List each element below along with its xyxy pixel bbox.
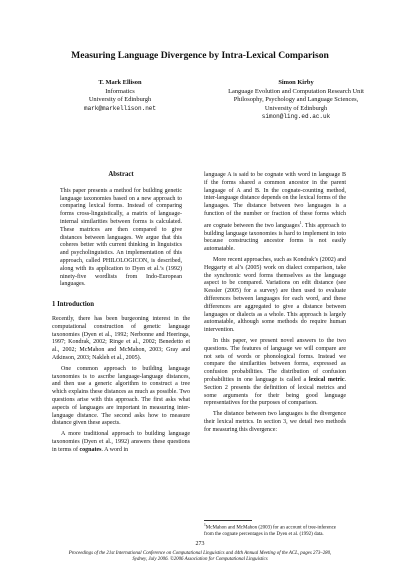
intro-paragraph: Recently, there has been burgeoning interest in the computational construction of genetic language taxonomies (Dyen et al., 1992; Nerbonne and Heeringa, 1997; Kondrak, 2002; Ringe et al., 2002; Benedetto et al., 2002; McMahon and McMahon, 2003; Gray and Atkinson, 2003; Nakleh et al., 2005).: [52, 315, 190, 361]
abstract-body: This paper presents a method for building genetic language taxonomies based on a new approach to comparing lexical forms. Instead of comparing forms cross-linguistically, a matrix of language-internal similarities between forms is calculated. These matrices are then compared to give distances between languages. We argue that this coheres better with current thinking in linguistics and psycholinguistics. An implementation of this approach, called: [60, 187, 182, 264]
right-p3-end: . Section 2 presents the definition of lexical metrics and some arguments for their being good language representatives for the purposes of comparison.: [204, 376, 347, 407]
footnote: [204, 522, 346, 538]
system-name: PHILOLOGICON: [102, 257, 148, 264]
abstract-text: [52, 188, 190, 289]
abstract-body-end: , is described, along with its application to Dyen et al.’s (1992) ninety-five wordlists from Indo-European languages.: [60, 257, 183, 288]
author-name: T. Mark Ellison: [98, 79, 142, 86]
author-email: simon@ling.ed.ac.uk: [261, 113, 331, 121]
author-affiliation: University of Edinburgh: [264, 104, 328, 112]
right-p3-text: In this paper, we present novel answers to the two questions. The features of language we will compare are not sets of words or phonological forms. Instead we compare the similarities between forms, expressed as confusion probabilities. The distribution of confusion probabilities in one language is called a: [204, 337, 346, 383]
footnote-rule: [204, 520, 252, 521]
author-name: Simon Kirby: [278, 79, 314, 86]
intro-p3-end: . A word in: [101, 446, 129, 453]
author-email: mark@markellison.net: [83, 104, 156, 112]
author-affiliation: Language Evolution and Computation Research Unit: [228, 87, 364, 95]
intro-paragraph: [52, 431, 190, 454]
right-column: [204, 172, 346, 435]
body-paragraph: The distance between two languages is the divergence their lexical metrics. In section 3, we detail two methods for measuring this divergence:: [204, 411, 346, 433]
proceedings-footer: [0, 551, 400, 563]
author-affiliation: Philosophy, Psychology and Language Sciences,: [233, 96, 359, 104]
author-affiliation: University of Edinburgh: [88, 96, 152, 104]
author-block-kirby: [176, 79, 400, 122]
paper-title: Measuring Language Divergence by Intra-Lexical Comparison: [71, 50, 329, 61]
body-paragraph: [204, 172, 346, 254]
right-p1-end: . This approach to building language taxonomies is hard to implement in toto because constructing ancestor forms is not easily automatable.: [204, 222, 346, 253]
intro-heading: 1 Introduction: [52, 301, 94, 309]
footer-line: Sydney, July 2006. ©2006 Association for Computational Linguistics: [132, 557, 268, 562]
page-number: 273: [195, 541, 205, 547]
term-cognates: cognates: [79, 446, 102, 453]
body-paragraph: [204, 338, 346, 408]
abstract-heading: Abstract: [108, 171, 134, 178]
footnote-number: 1: [204, 523, 206, 527]
body-paragraph: More recent approaches, such as Kondrak’s (2002) and Heggarty et al’s (2005) work on dialect comparison, take the synchronic word forms themselves as the language aspect to be compared. Variations on edit distance (see Kessler (2005) for a survey) are then used to evaluate differences between languages for each word, and these differences are aggregated to give a distance between languages or dialects as a whole. This approach is largely automatable, although some methods do require human intervention.: [204, 256, 346, 334]
author-affiliation: Informatics: [105, 87, 135, 95]
right-p1-text: language A is said to be cognate with word in language B if the forms shared a common ancestor in the parent language of A and B. In the cognate-counting method, inter-language distance depends on the lexical forms of the languages. The distance between two languages is a function of the number or fraction of these forms which are cognate between the two languages: [204, 172, 346, 229]
intro-paragraph: One common approach to building language taxonomies is to ascribe language-language distances, and then use a generic algorithm to construct a tree which explains these distances as much as possible. Two questions arise with this approach. The first asks what aspects of languages are important in measuring inter-language distance. The second asks how to measure distance given these aspects.: [52, 365, 190, 427]
footnote-text: McMahon and McMahon (2003) for an account of tree-inference from the cognate percentages in the Dyen et al. (1992) data.: [204, 525, 337, 537]
footer-line: Proceedings of the 21st International Conference on Computational Linguistics and 44th Annual Meeting of the ACL, pages 273–280,: [68, 551, 332, 556]
term-lexical-metric: lexical metric: [308, 376, 345, 383]
intro-p3-text: A more traditional approach to building language taxonomies (Dyen et al., 1992) answers these questions in terms of: [52, 431, 190, 453]
left-column: [52, 171, 190, 455]
footnote-marker: 1: [299, 219, 302, 225]
